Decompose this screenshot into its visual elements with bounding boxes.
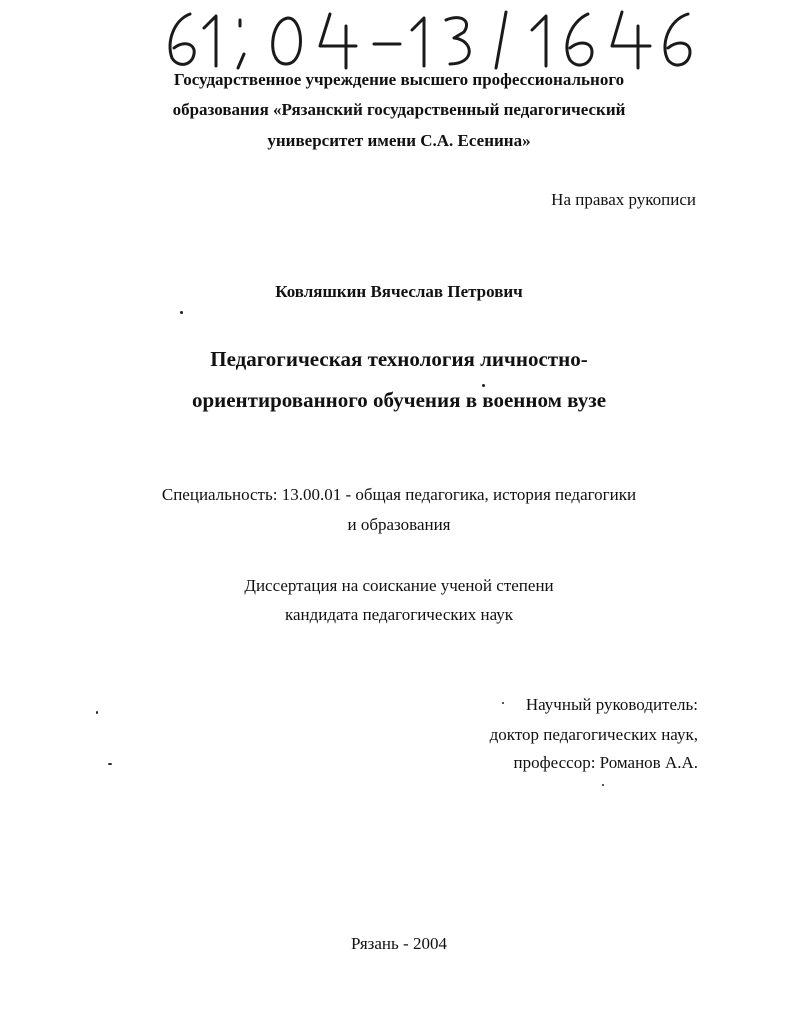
degree-line-1: Диссертация на соискание ученой степени <box>244 576 554 595</box>
dissertation-title-line-1: Педагогическая технология личностно- <box>210 347 588 371</box>
specialty-line-1: Специальность: 13.00.01 - общая педагогика, история педагогики <box>161 485 637 504</box>
scan-speck <box>502 702 504 704</box>
institution-line-1: Государственное учреждение высшего профессионального <box>173 70 625 89</box>
author-name: Ковляшкин Вячеслав Петрович <box>275 282 523 301</box>
supervisor-degree: доктор педагогических наук, <box>489 725 698 744</box>
scan-speck <box>482 384 485 387</box>
institution-line-2: образования «Рязанский государственный педагогический <box>172 100 626 119</box>
institution-line-3: университет имени С.А. Есенина» <box>267 131 531 150</box>
scan-speck <box>180 311 183 314</box>
supervisor-label: Научный руководитель: <box>525 695 698 714</box>
degree-line-2: кандидата педагогических наук <box>284 605 514 624</box>
dissertation-title-line-2: ориентированного обучения в военном вузе <box>191 388 607 412</box>
place-year: Рязань - 2004 <box>351 934 447 953</box>
supervisor-name: профессор: Романов А.А. <box>513 753 698 772</box>
handwritten-archive-number <box>160 6 700 70</box>
scan-speck <box>602 784 604 786</box>
scan-speck <box>96 711 98 714</box>
specialty-line-2: и образования <box>347 515 451 534</box>
scan-speck <box>108 763 112 765</box>
manuscript-rights: На правах рукописи <box>551 190 696 209</box>
